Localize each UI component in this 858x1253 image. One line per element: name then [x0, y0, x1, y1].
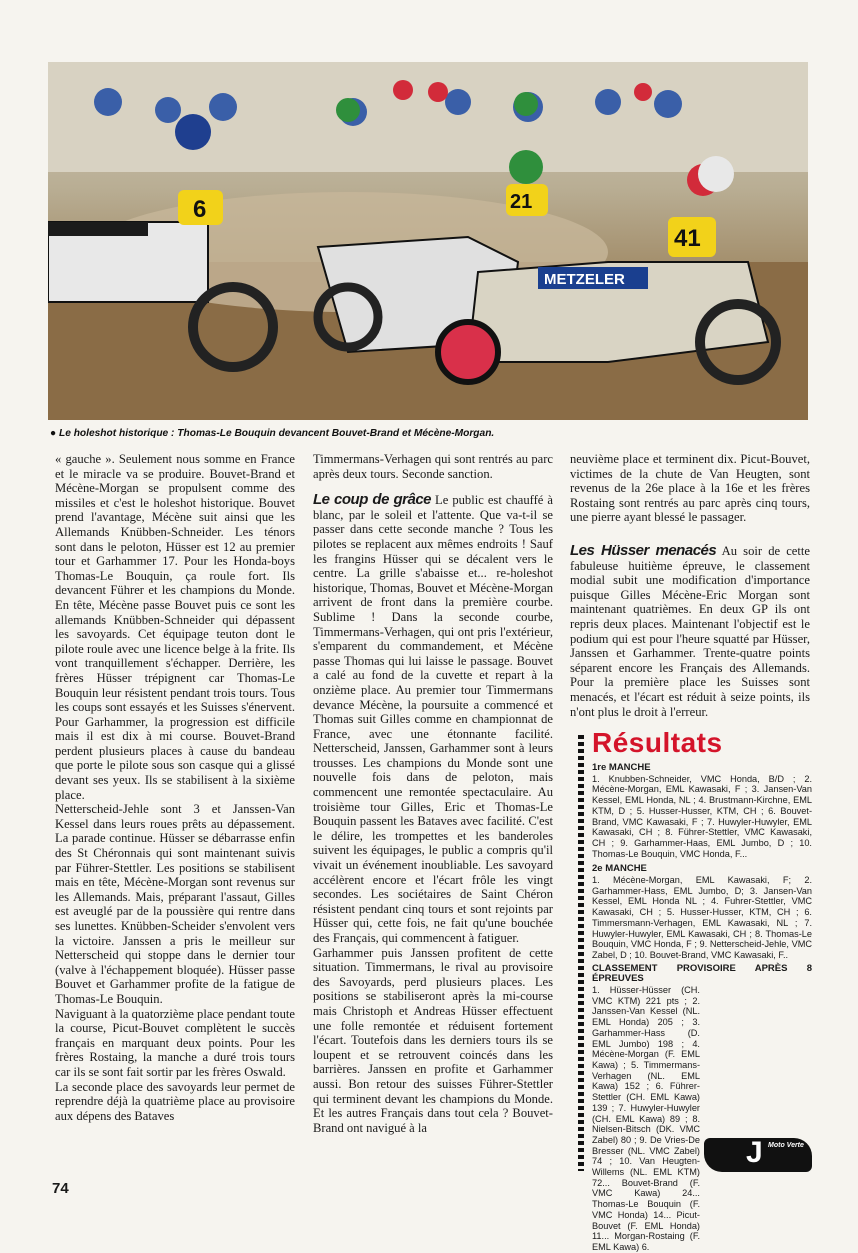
- results-list: 1. Mécène-Morgan, EML Kawasaki, F; 2. Garhammer-Hass, EML Jumbo, D; 3. Jansen-Van Kessel, EML Honda NL ; 4. Fuhrer-Stettler, VMC Kawasaki, CH ; 5. Husser-Husser, KTM, CH ; 6. Timmersmann-Verhagen, EML Kawasaki, NL ; 7. Huwyler-Huwyler, EML Kawasaki, CH ; 8. Thomas-Le Bouquin, VMC Honda, F ; 9. Netterscheid-Jehle, VMC Zabel, D ; 10. Bouvet-Brand, VMC Kawasaki, F..: [592, 875, 812, 960]
- paragraph-text: Le public est chauffé à blanc, par le soleil et l'attente. Que va-t-il se passer dans cette seconde manche ? Tous les pilotes se replacent aux mêmes endroits ! Sauf les frangins Hüsser qui se décalent vers le centre. La grille s'abaisse et... re-holeshot historique, Thomas, Bouvet et Mécène-Morgan arrivent de front dans la première courbe. Sublime ! Dans la seconde courbe, Timmermans-Verhagen, qui ont pris l'extérieur, s'emparent du commandement, et Mécène passe Thomas qui lui laisse le passage. Bouvet a calé au fond de la cuvette et repart à la onzième place. Au premier tour Timmermans devance Mécène, la poursuite a commencé et Thomas suit Gilles comme en championnat de France, avec une étonnante facilité. Netterscheid, Janssen, Garhammer sont à leurs trousses. Les champions du Monde sont une nouvelle fois dans de peloton, mais commencent une remontée spectaculaire. Au troisième tour Gilles, Eric et Thomas-Le Bouquin passent les Bataves avec facilité. C'est le délire, les trompettes et les banderoles suivent les équipages, le public a compris qu'il vivait un événement inoubliable. Les savoyard accélèrent encore et l'écart frôle les vingt secondes. Les sociétaires de Saint Chéron résistent pendant cinq tours et sont rejoints par Hüsser qui, cette fois, ne fait qu'une bouchée des Français, qui commencent à fatiguer.: [313, 493, 553, 945]
- svg-text:METZELER: METZELER: [544, 271, 625, 288]
- photo-caption: ● Le holeshot historique : Thomas-Le Bouquin devancent Bouvet-Brand et Mécène-Morgan.: [50, 428, 495, 439]
- paragraph: neuvième place et terminent dix. Picut-Bouvet, victimes de la chute de Van Heugten, sont revenus de la 26e place à la 16e et les frères Rostaing sont rentrés au parc après cinq tours, une pierre ayant blessé le passager.: [570, 452, 810, 525]
- results-list: 1. Hüsser-Hüsser (CH. VMC KTM) 221 pts ; 2. Janssen-Van Kessel (NL. EML Honda) 205 ; 3. Garhammer-Hass (D. EML Jumbo) 198 ; 4. Mécène-Morgan (F. EML Kawa) ; 5. Timmermans-Verhagen (NL. EML Kawa) 152 ; 6. Führer-Stettler (CH. EML Kawa) 139 ; 7. Huwyler-Huwyler (CH. EML Kawa) 89 ; 8. Nielsen-Bitsch (DK. VMC Zabel) 80 ; 9. De Vries-De Bresser (NL. VMC Zabel) 74 ; 10. Van Heugten-Willems (NL. EML KTM) 72... Bouvet-Brand (F. VMC Kawa) 24... Thomas-Le Bouquin (F. VMC Honda) 14... Picut-Bouvet (F. EML Honda) 11... Morgan-Rostaing (F. EML Kawa) 6.: [592, 985, 700, 1252]
- paragraph: « gauche ». Seulement nous somme en France et le miracle va se produire. Bouvet-Brand et Mécène-Morgan se propulsent comme des missiles et c'est le holeshot historique. Bouvet prend l'avantage, Mécène suit ainsi que les Allemands Knübben-Schneider. Les ténors sont dans le peloton, Hüsser est 12 au premier tour et Garhammer 17. Pour les Honda-boys Thomas-Le Bouquin, ça roule fort. Ils devancent Führer et les champions du Monde. En tête, Mécène passe Bouvet puis ce sont les allemands Knübben-Schneider qui dépassent les savoyards. Cet équipage teuton dont le pilote roule avec une licence belge à la frite. Ils vont tranquillement s'échapper. Derrière, les frères Hüsser trépignent car Thomas-Le Bouquin leur résistent pendant trois tours. Tous les coups sont essayés et les Suisses s'énervent. Pour Garhammer, la progression est difficile mais il est dix à mi course. Bouvet-Brand perdent plusieurs places à cause du bandeau que porte le pilote sous son casque qui a glissé devant ses yeux. Ils se stabilisent à la sixième place.: [55, 452, 295, 802]
- results-title: Résultats: [592, 727, 723, 758]
- results-box: [592, 763, 812, 1253]
- paragraph: Naviguant à la quatorzième place pendant toute la course, Picut-Bouvet complètent le succès français en marquant deux points. Pour les frères Rostaing, la manche a duré trois tours car ils se sont fait sortir par les frères Oswald.: [55, 1006, 295, 1079]
- page-number: 74: [52, 1180, 69, 1197]
- results-list: 1. Knubben-Schneider, VMC Honda, B/D ; 2. Mécène-Morgan, EML Kawasaki, F ; 3. Jansen-Van Kessel, EML Honda, NL ; 4. Brustmann-Kirchne, EML KTM, D ; 5. Husser-Husser, KTM, CH ; 6. Bouvet-Brand, VMC Kawasaki, F ; 7. Huwyler-Huwyler, EML Kawasaki, CH ; 8. Führer-Stettler, VMC Kawasaki, CH ; 9. Garhammer-Haas, EML Jumbo, D ; 10. Thomas-Le Bouquin, VMC Honda, F...: [592, 773, 812, 859]
- logo-tag: Moto Verte: [768, 1142, 804, 1149]
- section-heading: Le coup de grâce: [313, 491, 431, 509]
- results-subheading: 1re MANCHE: [592, 762, 651, 773]
- svg-text:6: 6: [193, 196, 207, 223]
- paragraph: Timmermans-Verhagen qui sont rentrés au parc après deux tours. Seconde sanction.: [313, 452, 553, 481]
- svg-text:41: 41: [674, 225, 701, 252]
- column-3: [570, 452, 810, 525]
- logo-letter: J: [746, 1136, 763, 1169]
- column-1: [55, 452, 295, 1123]
- paragraph-with-heading: [313, 493, 553, 945]
- section-heading: Les Hüsser menacés: [570, 542, 717, 559]
- paragraph: Garhammer puis Janssen profitent de cette situation. Timmermans, le rival au provisoire des Savoyards, perd plusieurs places. Les positions se stabiliseront après la mi-course mais Christoph et Andreas Hüsser effectuent une folle remontée et réduisent fortement l'écart. Toutefois dans les derniers tours ils se loupent et se retrouvent coincés dans les barrières. Janssen en profite et Garhammer aussi. Bon retour des suisses Führer-Stettler qui terminent devant les champions du Monde. Et les autres Français dans tout cela ? Bouvet-Brand ont navigué à la: [313, 945, 553, 1135]
- paragraph: La seconde place des savoyards leur permet de reprendre déjà la quatrième place au provisoire aux dépens des Bataves: [55, 1079, 295, 1123]
- svg-text:21: 21: [510, 191, 533, 213]
- paragraph-text: Au soir de cette fabuleuse huitième épreuve, le classement modial subit une modification d'importance puisque Gilles Mécène-Eric Morgan sont maintenant quatrièmes. En deux GP ils ont repris deux places. Maintenant l'objectif est le podium qui est pour l'heure squatté par Hüsser, Janssen et Garhammer. Trente-quatre points séparent encore les Français des Allemands. Pour la première place les Suisses sont menacés, et l'écart est réduit à seize points, ils n'ont plus le droit à l'erreur.: [570, 544, 810, 719]
- paragraph: Netterscheid-Jehle sont 3 et Janssen-Van Kessel dans leurs roues prêts au dépassement. La parade continue. Hüsser se débarrasse enfin des St Chéronnais qui sont maintenant suivis par Führer-Stettler. Les positions se stabilisent mais en tête, Mécène-Morgan sont revenus sur les Allemands. Mais, préparant l'assaut, Gilles est aveuglé par de la poussière qui rentre dans ses lunettes. Knübben-Scheider s'envolent vers la victoire. Janssen a pris le meilleur sur Netterscheid qui stoppe dans le dernier tour (valve à l'échappement bloquée). Hüsser passe Bouvet et Garhammer profite de la fatigue de Thomas-Le Bouquin.: [55, 802, 295, 1006]
- results-side-rule: [578, 735, 584, 1171]
- race-photo: [48, 62, 808, 420]
- sidecar-race-illustration: [48, 62, 808, 420]
- results-subheading: 2e MANCHE: [592, 863, 647, 875]
- column-3-section: [570, 544, 810, 719]
- magazine-logo: [704, 1138, 812, 1172]
- results-subheading: CLASSEMENT PROVISOIRE APRÈS 8 ÉPREUVES: [592, 962, 812, 985]
- column-2: [313, 452, 553, 1135]
